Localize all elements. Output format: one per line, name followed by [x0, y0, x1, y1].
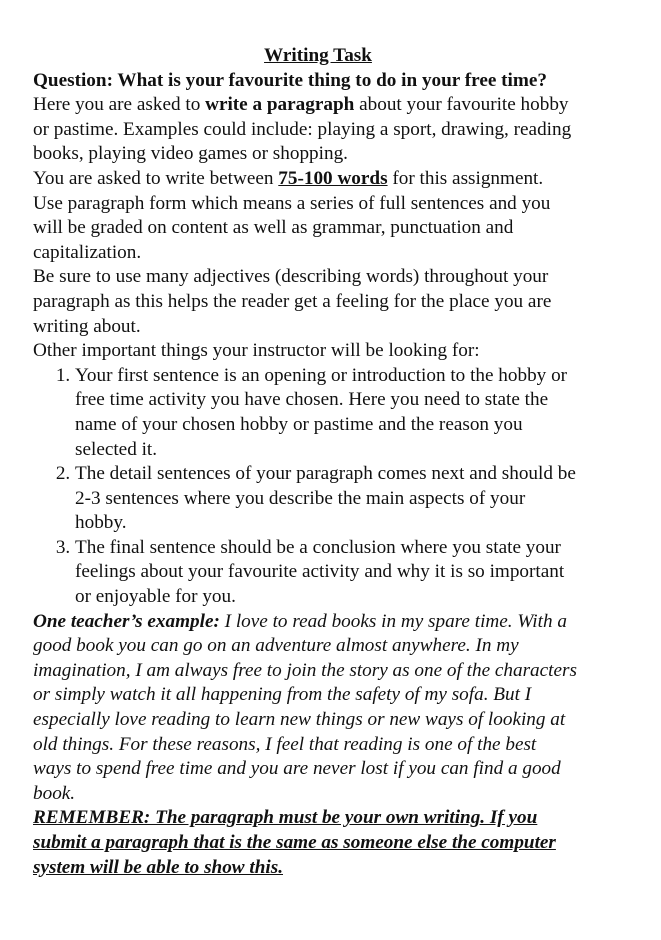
- list-item: 2. The detail sentences of your paragraph comes next and should be 2-3 sentences where you describe the main aspects of your hobby.: [75, 462, 580, 536]
- list-item: 1. Your first sentence is an opening or introduction to the hobby or free time activity you have chosen. Here you need to state the name of your chosen hobby or pastime and the reason you selected it.: [75, 364, 580, 462]
- para1-bold: write a paragraph: [205, 94, 355, 116]
- instruction-paragraph-2: [33, 167, 581, 192]
- requirements-list: [33, 364, 580, 610]
- page-title: Writing Task: [264, 45, 372, 66]
- document-page: [33, 44, 643, 880]
- para1-post: about your favourite hobby or pastime. Examples could include: playing a sport, drawing, reading books, playing video games or shopping.: [33, 94, 572, 165]
- instruction-paragraph-1: [33, 93, 581, 167]
- para2-pre: You are asked to write between: [33, 167, 279, 189]
- question-heading: Question: What is your favourite thing to do in your free time?: [33, 69, 547, 91]
- para2-post: for this assignment.: [387, 167, 544, 189]
- instruction-paragraph-4: Be sure to use many adjectives (describing words) throughout your paragraph as this helps the reader get a feeling for the place you are writing about.: [33, 266, 552, 337]
- list-item: 3. The final sentence should be a conclusion where you state your feelings about your favourite activity and why it is so important or enjoyable for you.: [75, 536, 580, 610]
- para1-pre: Here you are asked to: [33, 94, 206, 116]
- word-count-requirement: 75-100 words: [278, 167, 388, 189]
- instruction-paragraph-3: Use paragraph form which means a series of full sentences and you will be graded on content as well as grammar, punctuation and capitalization.: [33, 192, 551, 263]
- example-text: I love to read books in my spare time. With a good book you can go on an adventure almost anywhere. In my imagination, I am always free to join the story as one of the characters or simply watch it all happening from the safety of my sofa. But I especially love reading to learn new things or new ways of looking at old things. For these reasons, I feel that reading is one of the best ways to spend free time and you are never lost if you can find a good book.: [33, 610, 577, 804]
- remember-notice: REMEMBER: The paragraph must be your own writing. If you submit a paragraph that is the same as someone else the computer system will be able to show this.: [33, 807, 556, 878]
- instruction-paragraph-5: Other important things your instructor will be looking for:: [33, 340, 480, 362]
- example-lead: One teacher’s example:: [33, 610, 220, 632]
- teacher-example: [33, 610, 578, 807]
